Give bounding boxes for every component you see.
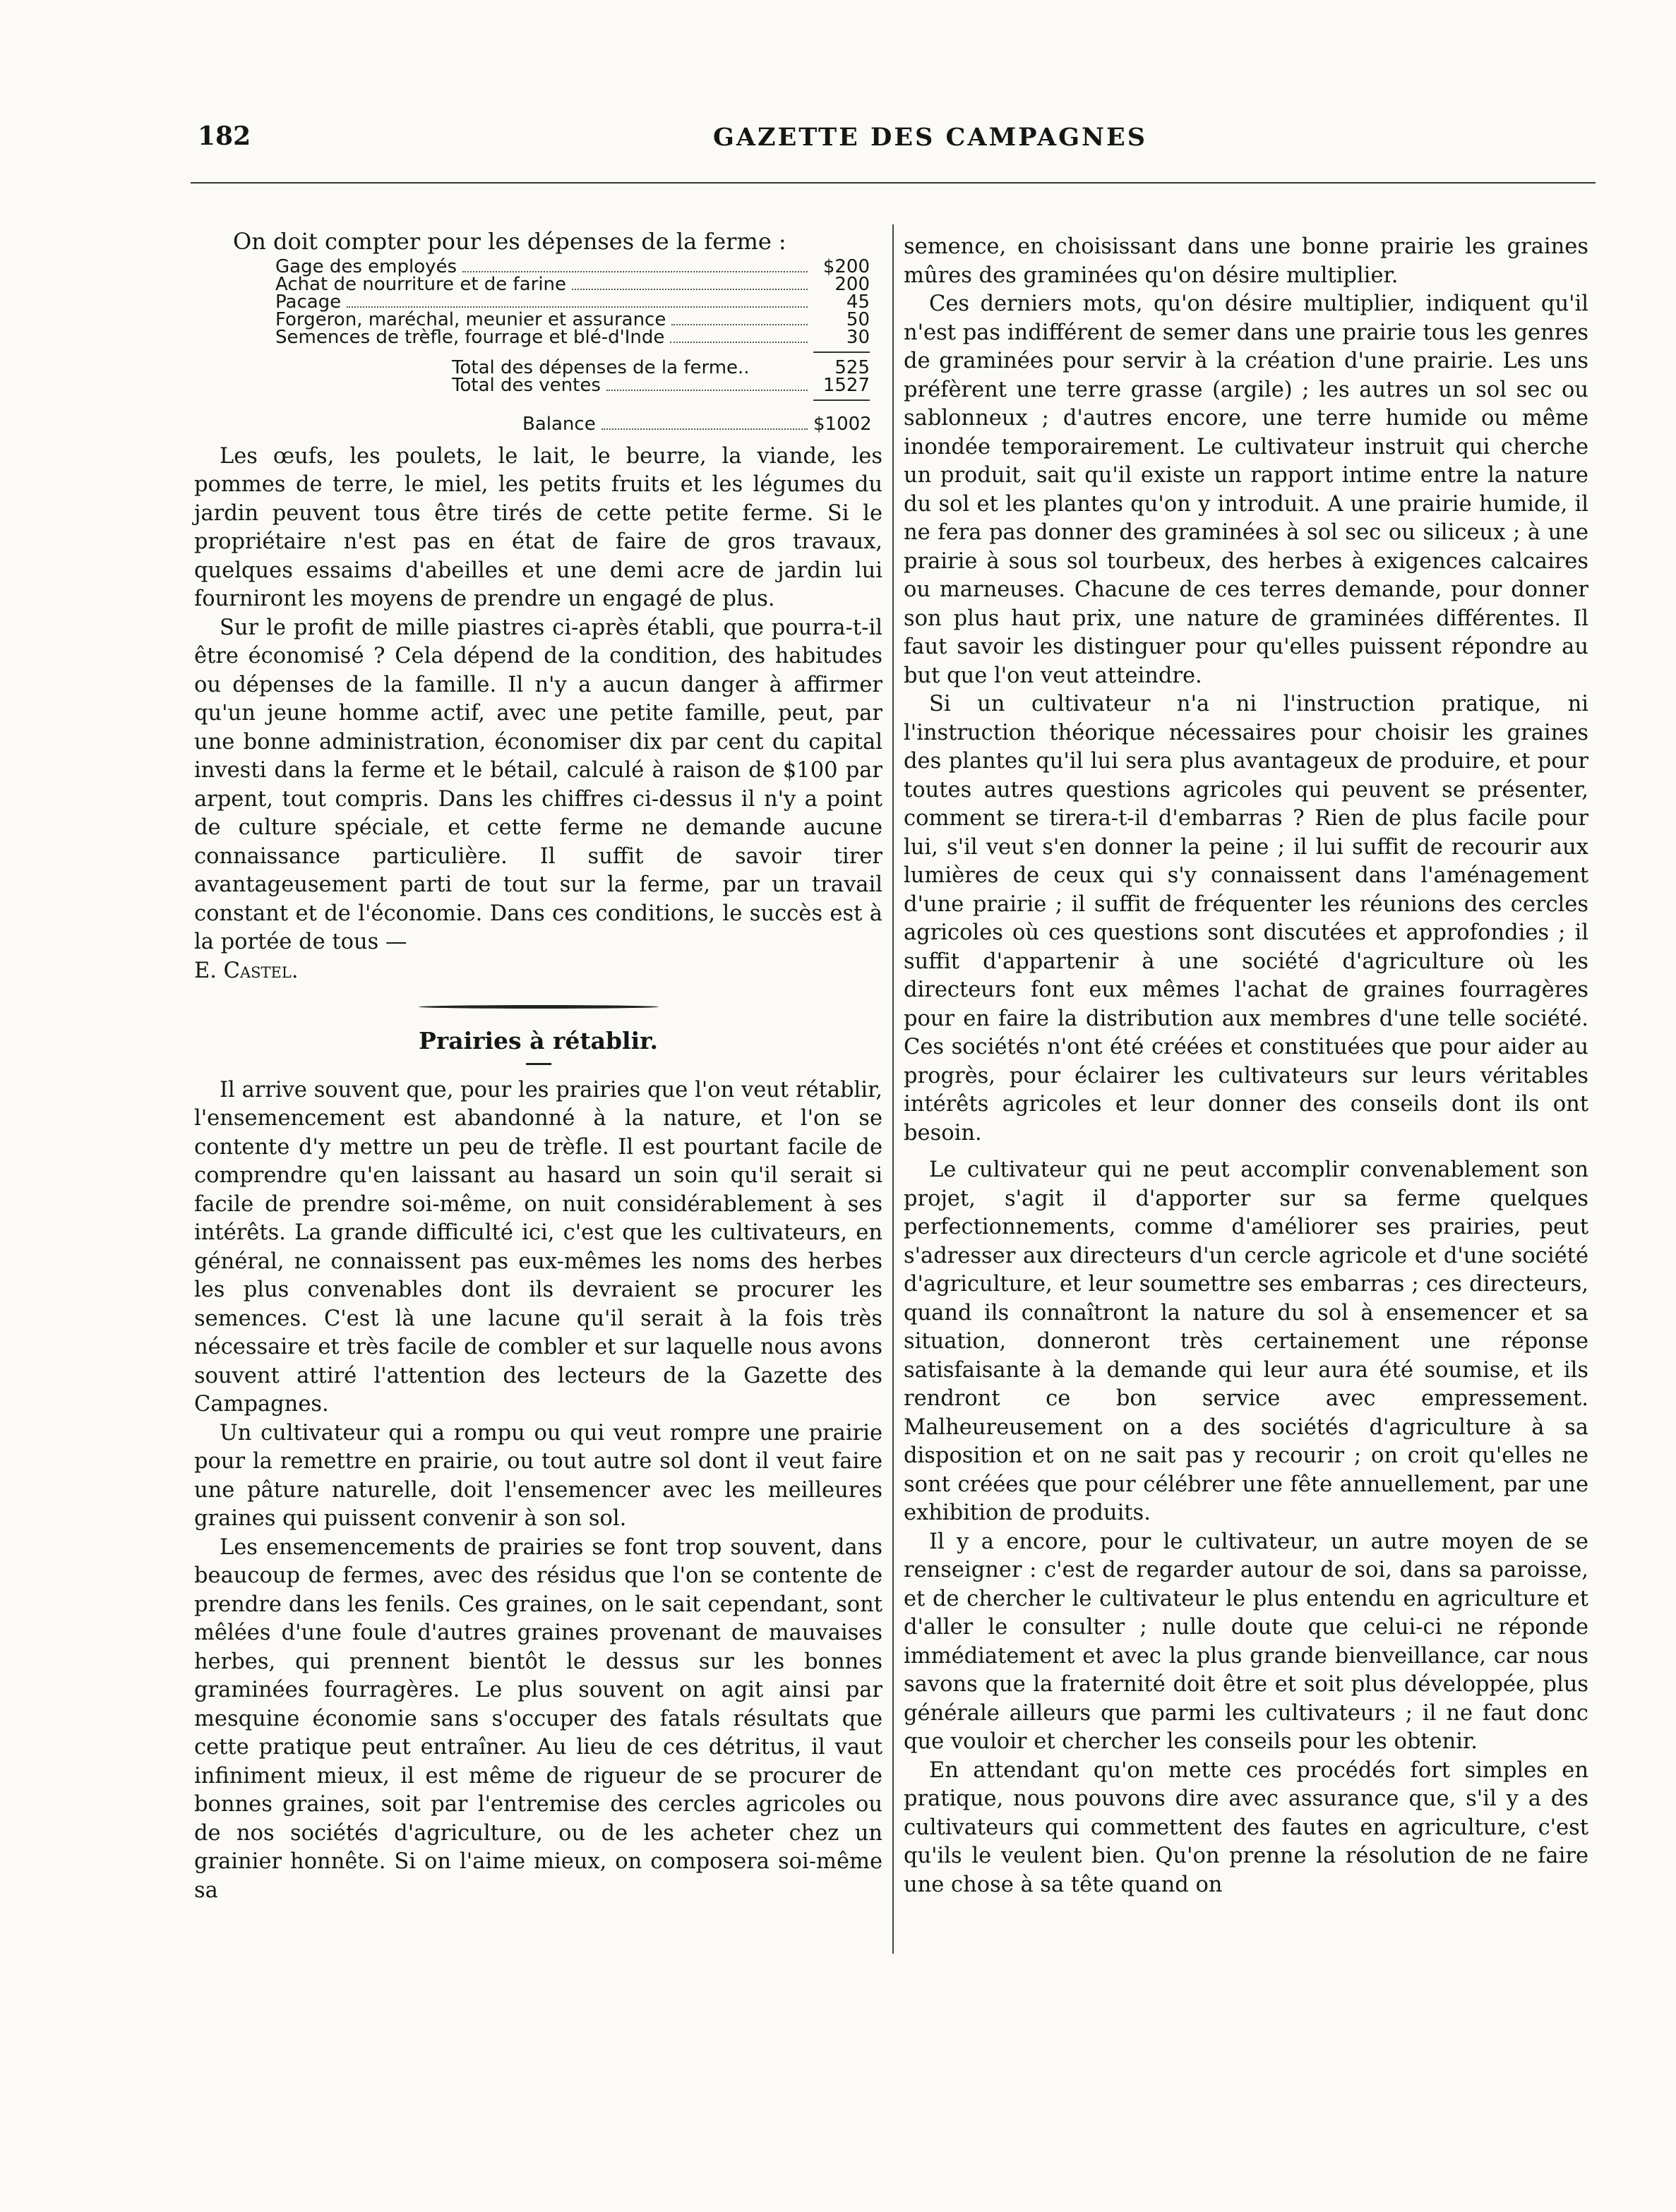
expense-row [275, 326, 870, 348]
header-rule [191, 182, 1596, 184]
left-column [194, 227, 882, 1905]
paragraph: Les œufs, les poulets, le lait, le beurre, la viande, les pommes de terre, le miel, les petits fruits et les légumes du jardin peuvent tous être tirés de cette petite ferme. Si le propriétaire n'est pas en état de faire de gros travaux, quelques essaims d'abeilles et une demi acre de jardin lui fourniront les moyens de prendre un engagé de plus. [194, 443, 882, 611]
expense-label: Gage des employés [275, 256, 457, 277]
balance-row [522, 413, 872, 435]
column-divider [892, 224, 894, 1954]
expense-amount: $200 [822, 256, 870, 277]
paragraph: En attendant qu'on mette ces procédés fort simples en pratique, nous pouvons dire avec assurance que, s'il y a des cultivateurs qui commettent des fautes en agriculture, c'est qu'ils le veulent bien. Qu'on prenne la résolution de ne faire une chose à sa tête quand on [904, 1757, 1588, 1897]
right-column [904, 233, 1588, 1899]
expense-label: Pacage [275, 291, 342, 313]
total-amount: 1527 [822, 374, 870, 396]
paragraph: Si un cultivateur n'a ni l'instruction pratique, ni l'instruction théorique nécessaires pour choisir les graines des plantes qu'il lui sera plus avantageux de produire, et pour toutes autres questions agricoles qui peuvent se présenter, comment se tirera-t-il d'embarras ? Rien de plus facile pour lui, s'il veut s'en donner la peine ; il lui suffit de recourir aux lumières de ceux qui s'y connaissent dans l'aménagement d'une prairie ; il suffit de fréquenter les réunions des cercles agricoles où ces questions sont discutées et approfondies ; il suffit d'appartenir à une société d'agriculture où les directeurs font eux mêmes l'achat de graines fourragères pour en faire la distribution aux membres d'une telle société. Ces sociétés n'ont été créées et constituées que pour aider au progrès, pour éclairer les cultivateurs sur leurs véritables intérêts agricoles et leur donner des conseils dont ils ont besoin. [904, 692, 1588, 1146]
paragraph: Les ensemencements de prairies se font trop souvent, dans beaucoup de fermes, avec des résidus que l'on se contente de prendre dans les fenils. Ces graines, on le sait cependant, sont mêlées d'une foule d'autres graines provenant de mauvaises herbes, qui prennent bientôt le dessus sur les bonnes graminées fourragères. Le plus souvent on agit ainsi par mesquine économie sans s'occuper des fatals résultats que cette pratique peut entraîner. Au lieu de ces détritus, il vaut infiniment mieux, il est même de rigueur de se procurer de bonnes graines, soit par l'entremise des cercles agricoles ou de nos sociétés d'agriculture, ou de les acheter chez un grainier honnête. Si on l'aime mieux, on composera soi-même sa [194, 1534, 882, 1903]
total-row [452, 374, 870, 396]
title-rule [526, 1063, 551, 1065]
sum-rule [813, 351, 870, 353]
paragraph: Ces derniers mots, qu'on désire multiplier, indiquent qu'il n'est pas indifférent de semer dans une prairie tous les genres de graminées pour servir à la création d'une prairie. Les uns préfèrent une terre grasse (argile) ; les autres un sol sec ou sablonneux ; d'autres encore, une terre humide ou même inondée temporairement. Le cultivateur instruit qui cherche un produit, sait qu'il existe un rapport intime entre la nature du sol et les plantes qu'on y introduit. A une prairie humide, il ne fera pas donner des graminées à sol sec ou siliceux ; à une prairie à sous sol tourbeux, des herbes à exigences calcaires ou marneuses. Chacune de ces terres demande, pour donner son plus haut prix, une nature de graminées différentes. Il faut savoir les distinguer pour qu'elles puissent répondre au but que l'on veut atteindre. [904, 291, 1588, 688]
paragraph: semence, en choisissant dans une bonne prairie les graines mûres des graminées qu'on désire multiplier. [904, 234, 1588, 288]
journal-title: GAZETTE DES CAMPAGNES [713, 123, 1147, 152]
balance-label: Balance [522, 413, 596, 435]
expense-label: Forgeron, maréchal, meunier et assurance [275, 308, 666, 330]
total-amount: 525 [834, 356, 870, 378]
expense-amount: 50 [846, 308, 870, 330]
expense-amount: 30 [846, 326, 870, 348]
paragraph: Un cultivateur qui a rompu ou qui veut rompre une prairie pour la remettre en prairie, ou tout autre sol dont il veut faire une pâture naturelle, doit l'ensemencer avec les meilleures graines qui puissent convenir à son sol. [194, 1420, 882, 1531]
expense-table [275, 256, 872, 435]
expense-amount: 200 [834, 273, 870, 295]
page-number: 182 [198, 121, 251, 151]
page-header [198, 121, 1581, 164]
expenses-intro: On doit compter pour les dépenses de la ferme : [233, 228, 786, 255]
paragraph: Le cultivateur qui ne peut accomplir convenablement son projet, s'agit il d'apporter sur sa ferme quelques perfectionnements, comme d'améliorer ses prairies, peut s'adresser aux directeurs d'un cercle agricole et d'une société d'agriculture, et leur soumettre ses embarras ; ces directeurs, quand ils connaîtront la nature du sol à ensemencer et sa situation, donneront très certainement une réponse satisfaisante à la demande qui leur aura été soumise, et ils rendront ce bon service avec empressement. Malheureusement on a des sociétés d'agriculture à sa disposition et on ne sait pas y recourir ; on croit qu'elles ne sont créées que pour célébrer une fête annuellement, par une exhibition de produits. [904, 1158, 1588, 1525]
expense-row [275, 273, 870, 295]
total-label: Total des dépenses de la ferme.. [452, 356, 750, 378]
section-title: Prairies à rétablir. [419, 1027, 658, 1054]
expense-label: Achat de nourriture et de farine [275, 273, 567, 295]
balance-amount: $1002 [813, 413, 872, 435]
total-label: Total des ventes [452, 374, 601, 396]
expense-amount: 45 [846, 291, 870, 313]
signature: E. Castel. [194, 958, 299, 983]
paragraph: Il arrive souvent que, pour les prairies que l'on veut rétablir, l'ensemencement est abandonné à la nature, et l'on se contente d'y mettre un peu de trèfle. Il est pourtant facile de comprendre qu'en laissant au hasard un soin qu'il serait si facile de prendre soi-même, on nuit considérablement à ses intérêts. La grande difficulté ici, c'est que les cultivateurs, en général, ne connaissent pas eux-mêmes les noms des herbes les plus convenables dont ils devraient se procurer les semences. C'est là une lacune qu'il serait à la fois très nécessaire et très facile de combler et sur laquelle nous avons souvent attiré l'attention des lecteurs de la Gazette des Campagnes. [194, 1077, 882, 1417]
paragraph: Sur le profit de mille piastres ci-après établi, que pourra-t-il être économisé ? Cela dépend de la condition, des habitudes ou dépenses de la famille. Il n'y a aucun danger à affirmer qu'un jeune homme actif, avec une petite famille, peut, par une bonne administration, économiser dix par cent du capital investi dans la ferme et le bétail, calculé à raison de $100 par arpent, tout compris. Dans les chiffres ci-dessus il n'y a point de culture spéciale, et cette ferme ne demande aucune connaissance particulière. Il suffit de savoir tirer avantageusement parti de tout sur la ferme, par un travail constant et de l'économie. Dans ces conditions, le succès est à la portée de tous — [194, 615, 882, 954]
sum-rule [813, 399, 870, 401]
paragraph: Il y a encore, pour le cultivateur, un autre moyen de se renseigner : c'est de regarder autour de soi, dans sa paroisse, et de chercher le cultivateur le plus entendu en agriculture et d'aller le consulter ; nulle doute que celui-ci ne réponde immédiatement et avec la plus grande bienveillance, car nous savons que la fraternité doit être et soit plus développée, plus générale ailleurs que parmi les cultivateurs ; il ne faut donc que vouloir et chercher les conseils pour les obtenir. [904, 1529, 1588, 1754]
expense-label: Semences de trèfle, fourrage et blé-d'Inde [275, 326, 665, 348]
section-separator [419, 1005, 659, 1009]
